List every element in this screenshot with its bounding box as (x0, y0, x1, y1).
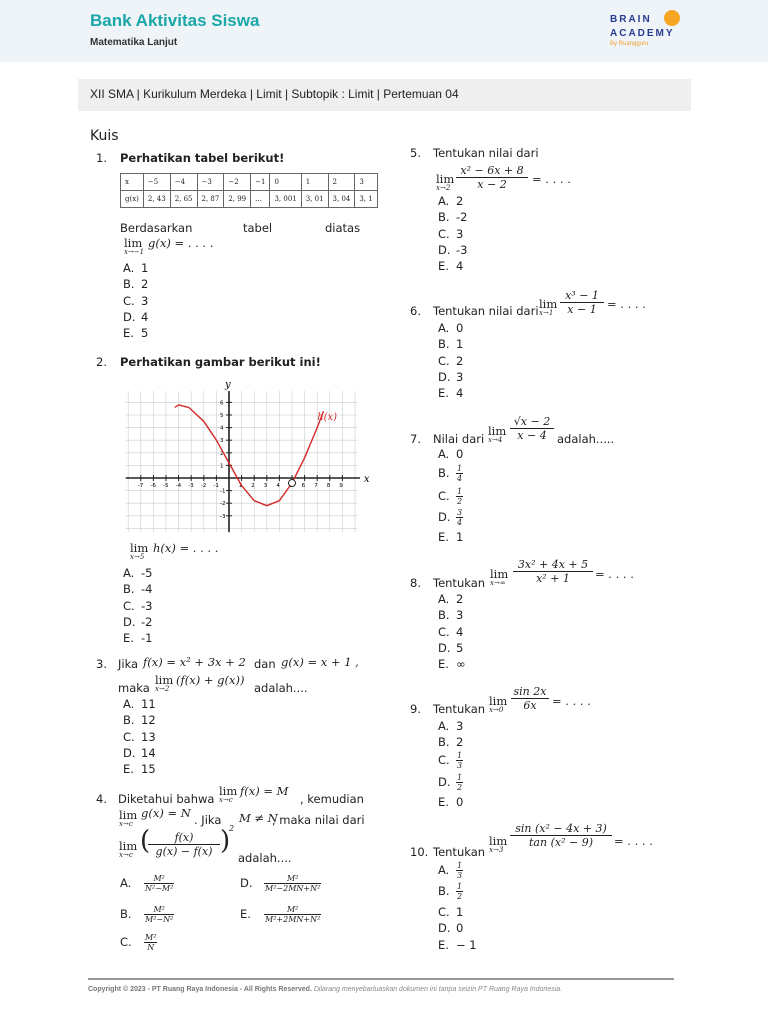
answer-option[interactable]: B. 3 (438, 608, 464, 623)
x-tick-label: 2 (251, 483, 255, 489)
limit-operator: lim x→1 (539, 297, 558, 317)
answer-option[interactable]: E. 5 (123, 326, 149, 341)
question-text: diatas (325, 221, 361, 235)
limit-operator: lim x→c (119, 808, 138, 828)
table-cell: −3 (197, 174, 224, 191)
limit-operator: lim x→5 (130, 541, 149, 561)
answer-option[interactable]: D. $\frac{\text{M²}}{\text{M²−2MN+N²}}$ (240, 874, 321, 893)
answer-option[interactable]: A. -5 (123, 566, 153, 580)
x-tick-label: -5 (163, 483, 169, 489)
math-expression: g(x) = x + 1 , (281, 655, 359, 669)
table-cell: 3 (355, 174, 377, 191)
page-subtitle: Matematika Lanjut (90, 37, 178, 48)
fraction: $\frac{\text{x³ − 1}}{x - 1}$ (560, 289, 604, 316)
y-tick-label: 5 (220, 413, 224, 419)
x-tick-label: -2 (200, 483, 207, 489)
fraction: $\frac{1}{2}$ (457, 487, 463, 506)
answer-option[interactable]: A. 1 (123, 261, 149, 275)
table-cell: 1 (301, 174, 328, 191)
fraction: $\frac{\text{sin (x² − 4x + 3)}}{\text{tan (x² − 9)}}$ (510, 822, 612, 849)
math-expression: f(x) = x² + 3x + 2 (143, 655, 246, 669)
answer-option[interactable]: C. -3 (123, 598, 153, 613)
answer-option[interactable]: A. $\frac{\text{M²}}{\text{N²−M²}}$ (120, 874, 174, 893)
answer-option[interactable]: D. 3 (438, 369, 464, 384)
math-expression: f(x) = M (240, 784, 289, 798)
answer-option[interactable]: B. 2 (438, 735, 464, 749)
x-tick-label: 1 (238, 483, 243, 489)
x-axis-label: x (363, 474, 370, 485)
limit-operator: lim x→3 (489, 834, 508, 854)
limit-operator: lim x→∞ (490, 567, 509, 587)
answer-option[interactable]: D. $\frac{1}{2}$ (438, 773, 463, 792)
answer-option[interactable]: B. $\frac{\text{M²}}{\text{M²−N²}}$ (120, 905, 174, 924)
fraction: $\frac{\text{M²}}{\text{M²−2MN+N²}}$ (265, 874, 321, 893)
limit-operator: lim x→c (219, 784, 238, 804)
x-tick-label: -3 (188, 483, 194, 489)
x-tick-label: 8 (326, 483, 331, 489)
question-number: 9. (410, 702, 421, 716)
question-number: 10. (410, 845, 429, 859)
answer-option[interactable]: C. 4 (438, 624, 464, 639)
footer: Copyright © 2023 - PT Ruang Raya Indonesia - All Rights Reserved. Dilarang menyebarluaskan dokumen ini tanpa seizin PT Ruang Raya Indonesia. (88, 986, 563, 993)
y-tick-label: -2 (220, 501, 226, 508)
table-cell: 2, 99 (224, 191, 251, 208)
x-tick-label: -6 (150, 483, 156, 489)
page-header (0, 0, 768, 62)
table-cell: g(x) (121, 191, 144, 208)
answer-option[interactable]: C. $\frac{1}{2}$ (438, 487, 463, 506)
function-graph (118, 375, 380, 535)
answer-option[interactable]: E. ∞ (438, 657, 466, 672)
answer-option[interactable]: D. 14 (123, 745, 156, 760)
fraction: $\frac{1}{2}$ (457, 882, 463, 901)
math-expression: g(x) = N (141, 806, 191, 820)
limit-operator: lim x→c (119, 839, 138, 859)
y-tick-label: 1 (220, 463, 224, 470)
x-tick-label: 4 (276, 483, 280, 489)
fraction: $\frac{\text{M²}}{\text{M²−N²}}$ (145, 905, 174, 924)
breadcrumb (78, 79, 691, 111)
x-tick-label: -1 (213, 483, 219, 489)
answer-option[interactable]: B. -4 (123, 582, 153, 597)
answer-option[interactable]: C. 13 (123, 729, 156, 744)
answer-option[interactable]: A. 3 (438, 719, 464, 733)
fraction: $\frac{\text{M²}}{\text{M²+2MN+N²}}$ (265, 905, 321, 924)
answer-option[interactable]: C. 3 (438, 226, 464, 241)
limit-operator: lim x→4 (488, 424, 507, 444)
answer-option[interactable]: B. -2 (438, 210, 468, 225)
fraction: $\frac{\text{3x² + 4x + 5}}{\text{x² + 1}}$ (513, 558, 593, 585)
answer-option[interactable]: E. $\frac{\text{M²}}{\text{M²+2MN+N²}}$ (240, 905, 321, 924)
fraction: $\frac{\text{M²}}{\text{N²−M²}}$ (145, 874, 174, 893)
table-cell: −4 (170, 174, 197, 191)
answer-option[interactable]: C. $\frac{1}{3}$ (438, 751, 463, 770)
section-title: Kuis (90, 128, 119, 144)
x-tick-label: 3 (263, 483, 268, 489)
answer-option[interactable]: E. 0 (438, 795, 464, 809)
answer-option[interactable]: A. 0 (438, 447, 464, 461)
answer-option[interactable]: C. 1 (438, 905, 464, 919)
answer-option[interactable]: D. 0 (438, 921, 464, 935)
y-tick-label: 4 (220, 425, 224, 432)
limit-operator: lim x→0 (489, 694, 508, 714)
table-cell: 2, 87 (197, 191, 224, 208)
answer-option[interactable]: A. 2 (438, 592, 464, 606)
table-cell: 3, 001 (270, 191, 301, 208)
x-tick-label: -7 (137, 483, 144, 489)
answer-option[interactable]: D. -3 (438, 242, 468, 257)
answer-option[interactable]: D. 4 (123, 309, 149, 324)
footer-divider (88, 978, 674, 980)
x-tick-label: 9 (339, 483, 343, 489)
fraction: $\frac{1}{3}$ (457, 861, 463, 880)
table-cell: 2, 65 (170, 191, 197, 208)
answer-option[interactable]: A. 0 (438, 321, 464, 335)
answer-option[interactable]: C. 3 (123, 293, 149, 308)
question-number: 3. (96, 657, 107, 671)
fraction: $\frac{3}{4}$ (457, 508, 463, 527)
limit-operator: lim x→2 (155, 673, 174, 693)
answer-option[interactable]: E. − 1 (438, 938, 477, 952)
table-cell: x (121, 174, 144, 191)
table-cell: 3, 1 (355, 191, 377, 208)
table-cell: ... (251, 191, 270, 208)
answer-option[interactable]: E. 4 (438, 386, 464, 401)
answer-option[interactable]: E. 15 (123, 762, 156, 777)
table-cell: 2, 43 (143, 191, 170, 208)
question-number: 8. (410, 576, 421, 590)
answer-option[interactable]: E. 4 (438, 259, 464, 274)
answer-option[interactable]: A. 2 (438, 194, 464, 208)
table-cell: −1 (251, 174, 270, 191)
y-tick-label: -3 (220, 513, 226, 520)
question-number: 6. (410, 304, 421, 318)
limit-operator: lim x→2 (436, 172, 455, 192)
answer-option[interactable]: B. 2 (123, 277, 149, 292)
answer-option[interactable]: A. 11 (123, 697, 156, 711)
answer-option[interactable]: D. 5 (438, 640, 464, 655)
answer-option[interactable]: B. $\frac{1}{4}$ (438, 464, 463, 483)
table-cell: −2 (224, 174, 251, 191)
lightbulb-icon (664, 10, 680, 26)
curve-label: h(x) (317, 412, 338, 424)
fraction: $\frac{f(x)}{g(x) - f(x)}$ (148, 831, 220, 858)
x-tick-label: 6 (301, 483, 306, 489)
answer-option[interactable]: E. 1 (438, 530, 464, 544)
table-cell: −5 (143, 174, 170, 191)
limit-operator: lim x→−1 (124, 236, 145, 256)
x-tick-label: 7 (314, 483, 318, 489)
question-prompt: Perhatikan tabel berikut! (120, 151, 285, 165)
table-cell: 3, 01 (301, 191, 328, 208)
answer-option[interactable]: A. $\frac{1}{3}$ (438, 861, 463, 880)
question-number: 4. (96, 792, 107, 806)
answer-option[interactable]: C. $\frac{\text{M²}}{N}$ (120, 933, 157, 952)
answer-option[interactable]: B. 1 (438, 337, 464, 352)
x-tick-label: -4 (175, 483, 182, 489)
question-text: tabel (243, 221, 273, 235)
fraction: $\frac{\text{M²}}{N}$ (145, 933, 157, 952)
fraction: $\frac{1}{3}$ (457, 751, 463, 770)
question-number: 2. (96, 355, 107, 369)
fraction: $\frac{\text{x² − 6x + 8}}{x - 2}$ (456, 164, 528, 191)
breadcrumb-text: XII SMA | Kurikulum Merdeka | Limit | Subtopik : Limit | Pertemuan 04 (90, 87, 459, 101)
math-expression: M ≠ N (239, 811, 278, 825)
brain-academy-logo: BRAIN ACADEMY By Ruangguru (604, 8, 688, 52)
y-tick-label: 6 (220, 400, 224, 407)
page-title: Bank Aktivitas Siswa (90, 11, 260, 30)
math-expression: h(x) = . . . . (153, 541, 219, 555)
answer-option[interactable]: B. 12 (123, 713, 156, 728)
answer-option[interactable]: D. -2 (123, 614, 153, 629)
table-cell: 2 (328, 174, 355, 191)
answer-option[interactable]: D. $\frac{3}{4}$ (438, 508, 463, 527)
fraction: $\frac{\sin 2x}{6x}$ (511, 685, 549, 712)
question-number: 5. (410, 146, 421, 160)
fraction: $\frac{1}{4}$ (457, 464, 463, 483)
answer-option[interactable]: C. 2 (438, 353, 464, 368)
question-text: Berdasarkan (120, 221, 193, 235)
y-tick-label: -1 (220, 488, 226, 495)
hole-point (289, 480, 296, 487)
answer-option[interactable]: B. $\frac{1}{2}$ (438, 882, 463, 901)
table-cell: 0 (270, 174, 301, 191)
data-table (120, 173, 378, 208)
question-number: 7. (410, 432, 421, 446)
fraction: $\frac{√x - 2}{x - 4}$ (510, 415, 554, 442)
math-expression: g(x) = . . . . (148, 236, 214, 250)
question-prompt: Perhatikan gambar berikut ini! (120, 355, 321, 369)
fraction: $\frac{1}{2}$ (457, 773, 463, 792)
y-tick-label: 2 (220, 450, 224, 457)
y-axis-label: y (225, 379, 231, 391)
answer-option[interactable]: E. -1 (123, 631, 153, 646)
table-cell: 3, 04 (328, 191, 355, 208)
math-expression: (f(x) + g(x)) (176, 673, 245, 687)
y-tick-label: 3 (220, 438, 224, 445)
question-number: 1. (96, 151, 107, 165)
